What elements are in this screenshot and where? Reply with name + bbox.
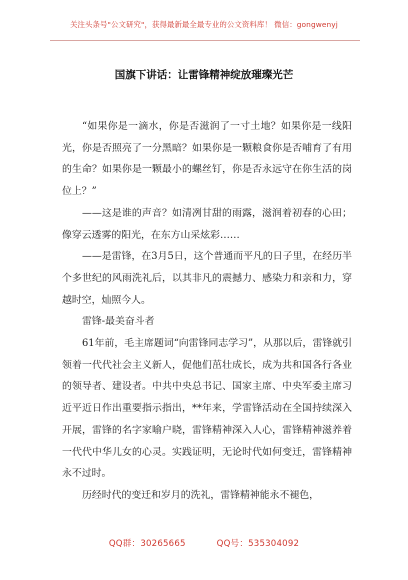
- footer-contacts: [0, 537, 408, 549]
- paragraph-1: “如果你是一滴水，你是否滋润了一寸土地？如果你是一线阳光，你是否照亮了一分黑暗？如果你是一颗粮食你是否哺育了有用的生命？如果你是一颗最小的螺丝钉，你是否永远守在你生活的岗位上？”: [62, 121, 352, 198]
- header-note: 关注头条号"公文研究"，获得最新最全最专业的公文资料库！ 微信：gongwenyj: [70, 20, 338, 29]
- section-heading: 雷锋-最美奋斗者: [82, 316, 155, 328]
- header-divider: [50, 40, 360, 41]
- document-title: 国旗下讲话：让雷锋精神绽放璀璨光芒: [114, 69, 294, 81]
- paragraph-4: 61年前，毛主席题词“向雷锋同志学习”，从那以后，雷锋就引领着一代代社会主义新人，促他们茁壮成长，成为共和国各行各业的领导者、建设者。中共中央总书记、国家主席、中央军委主席习近平近日作出重要指示指出，**年来，学雷锋活动在全国持续深入开展，雷锋的名字家喻户晓，雷锋精神深入人心，雷锋精神滋养着一代代中华儿女的心灵。实践证明，无论时代如何变迁，雷锋精神永不过时。: [62, 338, 352, 480]
- footer-qq-group: QQ群：30265665: [108, 539, 186, 549]
- footer-qq-number: QQ号：535304092: [216, 539, 300, 549]
- paragraph-5: 历经时代的变迁和岁月的洗礼，雷锋精神能永不褪色，: [82, 489, 320, 501]
- paragraph-3: ——是雷锋，在3月5日，这个普通而平凡的日子里，在经历半个多世纪的风雨洗礼后，以其非凡的震撼力、感染力和亲和力，穿越时空，灿照今人。: [62, 251, 352, 306]
- paragraph-2: ——这是谁的声音？如清冽甘甜的雨露，滋润着初春的心田；像穿云透雾的阳光，在东方山采炫彩……: [62, 207, 352, 241]
- document-body: [62, 116, 352, 507]
